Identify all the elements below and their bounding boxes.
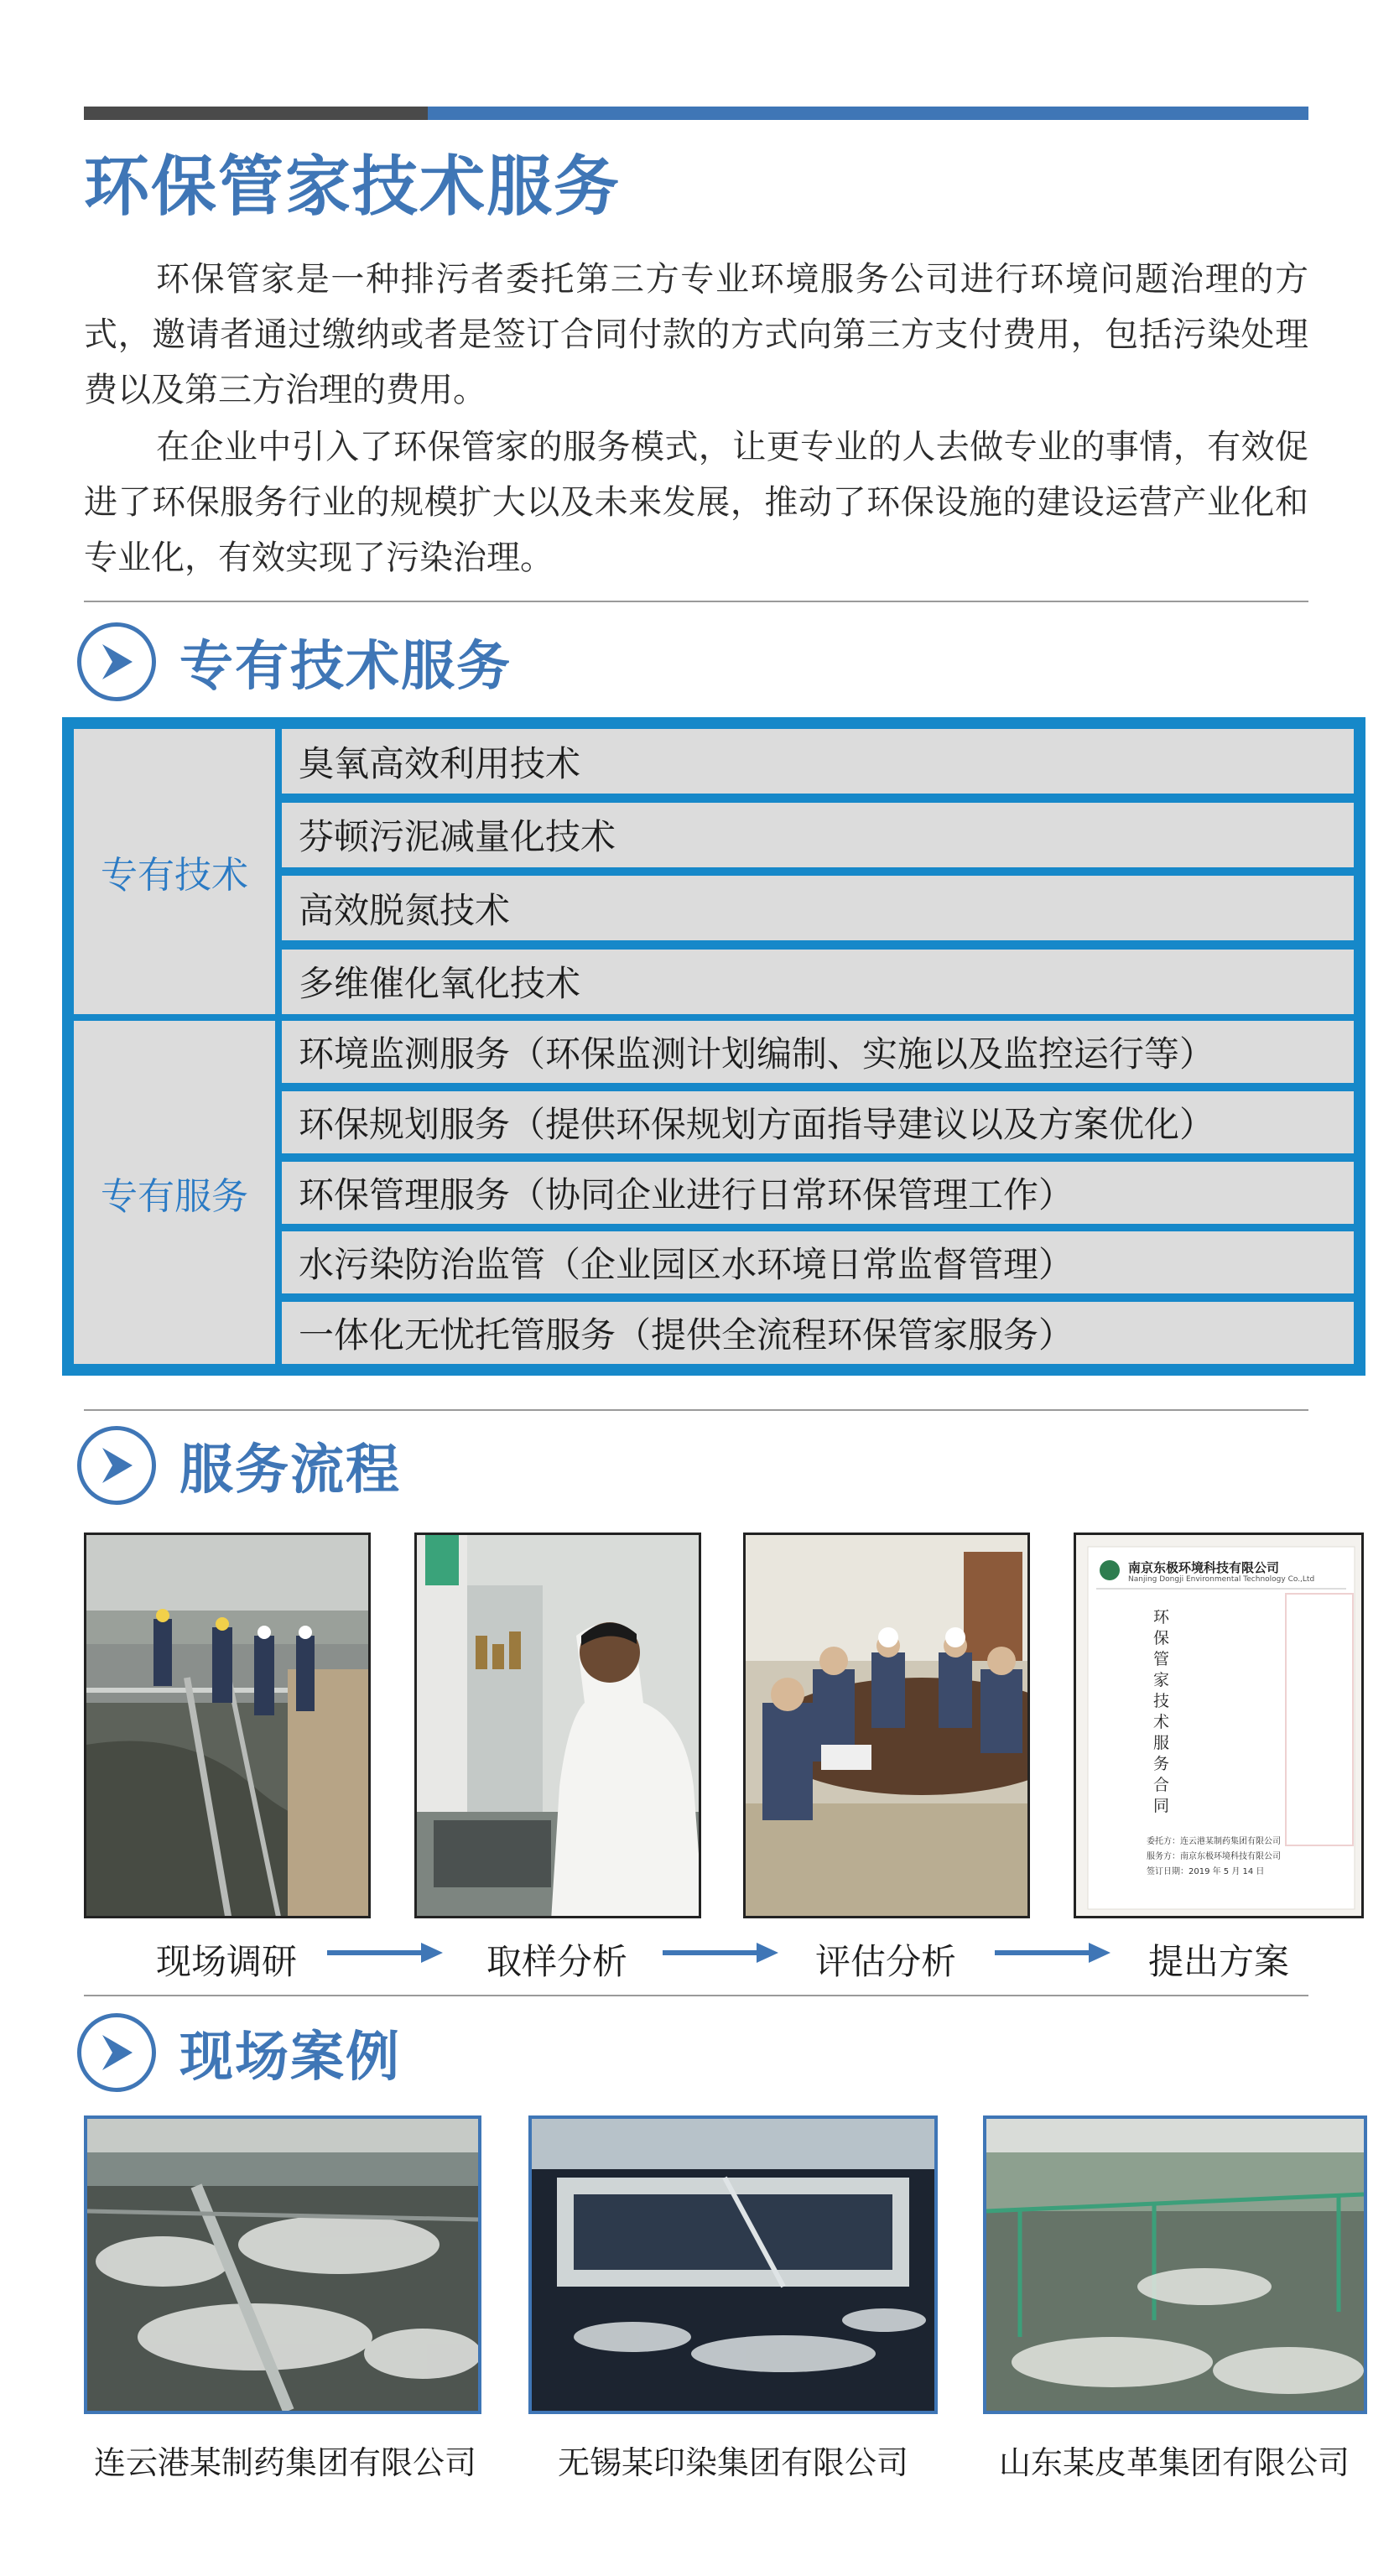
service-group [74, 1021, 1354, 1364]
section-title: 专有技术服务 [179, 636, 512, 698]
table-row: 芬顿污泥减量化技术 [282, 803, 1354, 867]
table-row: 水污染防治监管（企业园区水环境日常监督管理） [282, 1231, 1354, 1293]
service-group-label: 专有服务 [74, 1021, 275, 1364]
table-row: 环保管理服务（协同企业进行日常环保管理工作） [282, 1162, 1354, 1224]
arrow-right-icon [327, 1940, 445, 1965]
chevron-right-icon [77, 2013, 156, 2092]
table-row: 环保规划服务（提供环保规划方面指导建议以及方案优化） [282, 1091, 1354, 1153]
table-row: 高效脱氮技术 [282, 876, 1354, 940]
intro-paragraph-1: 环保管家是一种排污者委托第三方专业环境服务公司进行环境问题治理的方式，邀请者通过缴纳或者是签订合同付款的方式向第三方支付费用，包括污染处理费以及第三方治理的费用。 [84, 260, 1308, 409]
contract-title-char: 合 [1153, 1776, 1170, 1794]
contract-provider: 服务方：南京东极环境科技有限公司 [1147, 1852, 1281, 1861]
meeting-evaluation-photo [743, 1533, 1030, 1918]
section-header-cases [77, 2013, 401, 2092]
contract-title-char: 保 [1153, 1629, 1170, 1647]
page-title: 环保管家技术服务 [84, 149, 622, 225]
contract-date: 签订日期：2019 年 5 月 14 日 [1147, 1867, 1265, 1876]
contract-title-char: 同 [1153, 1797, 1170, 1815]
divider [84, 601, 1308, 602]
contract-title-char: 技 [1153, 1692, 1170, 1710]
contract-title-char: 服 [1153, 1734, 1170, 1752]
case-caption-1: 连云港某制药集团有限公司 [93, 2444, 476, 2481]
process-step-4: 提出方案 [1147, 1941, 1289, 1982]
contract-company-english: Nanjing Dongji Environmental Technology Co.,Ltd [1128, 1575, 1315, 1584]
lab-sampling-photo [414, 1533, 701, 1918]
contract-title [1153, 1607, 1170, 1817]
top-accent-bar [84, 107, 1308, 120]
site-survey-photo [84, 1533, 371, 1918]
service-table [62, 717, 1365, 1376]
chevron-right-icon [77, 1426, 156, 1505]
service-contract-document [1074, 1533, 1364, 1918]
service-group-items [282, 1021, 1354, 1364]
section-title: 服务流程 [179, 1439, 401, 1501]
chevron-right-icon [77, 622, 156, 701]
contract-company-name: 南京东极环境科技有限公司 [1128, 1560, 1280, 1575]
contract-title-char: 环 [1153, 1608, 1170, 1626]
contract-client: 委托方：连云港某制药集团有限公司 [1147, 1837, 1281, 1846]
case-photo-pharma [84, 2115, 481, 2414]
case-caption-3: 山东某皮革集团有限公司 [998, 2444, 1350, 2481]
divider [84, 1409, 1308, 1411]
contract-title-char: 术 [1153, 1713, 1170, 1731]
table-row: 臭氧高效利用技术 [282, 729, 1354, 794]
contract-title-char: 管 [1153, 1650, 1170, 1668]
process-step-3: 评估分析 [814, 1941, 956, 1982]
table-row: 一体化无忧托管服务（提供全流程环保管家服务） [282, 1302, 1354, 1364]
case-photo-dyeing [528, 2115, 938, 2414]
process-step-1: 现场调研 [155, 1941, 297, 1982]
section-header-tech-services [77, 622, 512, 701]
contract-title-char: 家 [1153, 1671, 1170, 1689]
table-row: 环境监测服务（环保监测计划编制、实施以及监控运行等） [282, 1021, 1354, 1083]
contract-title-char: 务 [1153, 1755, 1170, 1773]
tech-group [74, 729, 1354, 1014]
section-title: 现场案例 [179, 2027, 401, 2089]
top-accent-bar-blue [428, 107, 1308, 120]
case-photo-leather [983, 2115, 1367, 2414]
intro-paragraph-2: 在企业中引入了环保管家的服务模式，让更专业的人去做专业的事情，有效促进了环保服务行业的规模扩大以及未来发展，推动了环保设施的建设运营产业化和专业化，有效实现了污染治理。 [84, 428, 1308, 577]
top-accent-bar-dark [84, 107, 428, 120]
divider [84, 1995, 1308, 1996]
table-row: 多维催化氧化技术 [282, 950, 1354, 1014]
section-header-process [77, 1426, 401, 1505]
arrow-right-icon [995, 1940, 1112, 1965]
tech-group-label: 专有技术 [74, 729, 275, 1014]
process-step-2: 取样分析 [486, 1941, 627, 1982]
arrow-right-icon [663, 1940, 780, 1965]
case-caption-2: 无锡某印染集团有限公司 [557, 2444, 908, 2481]
tech-group-items [282, 729, 1354, 1014]
